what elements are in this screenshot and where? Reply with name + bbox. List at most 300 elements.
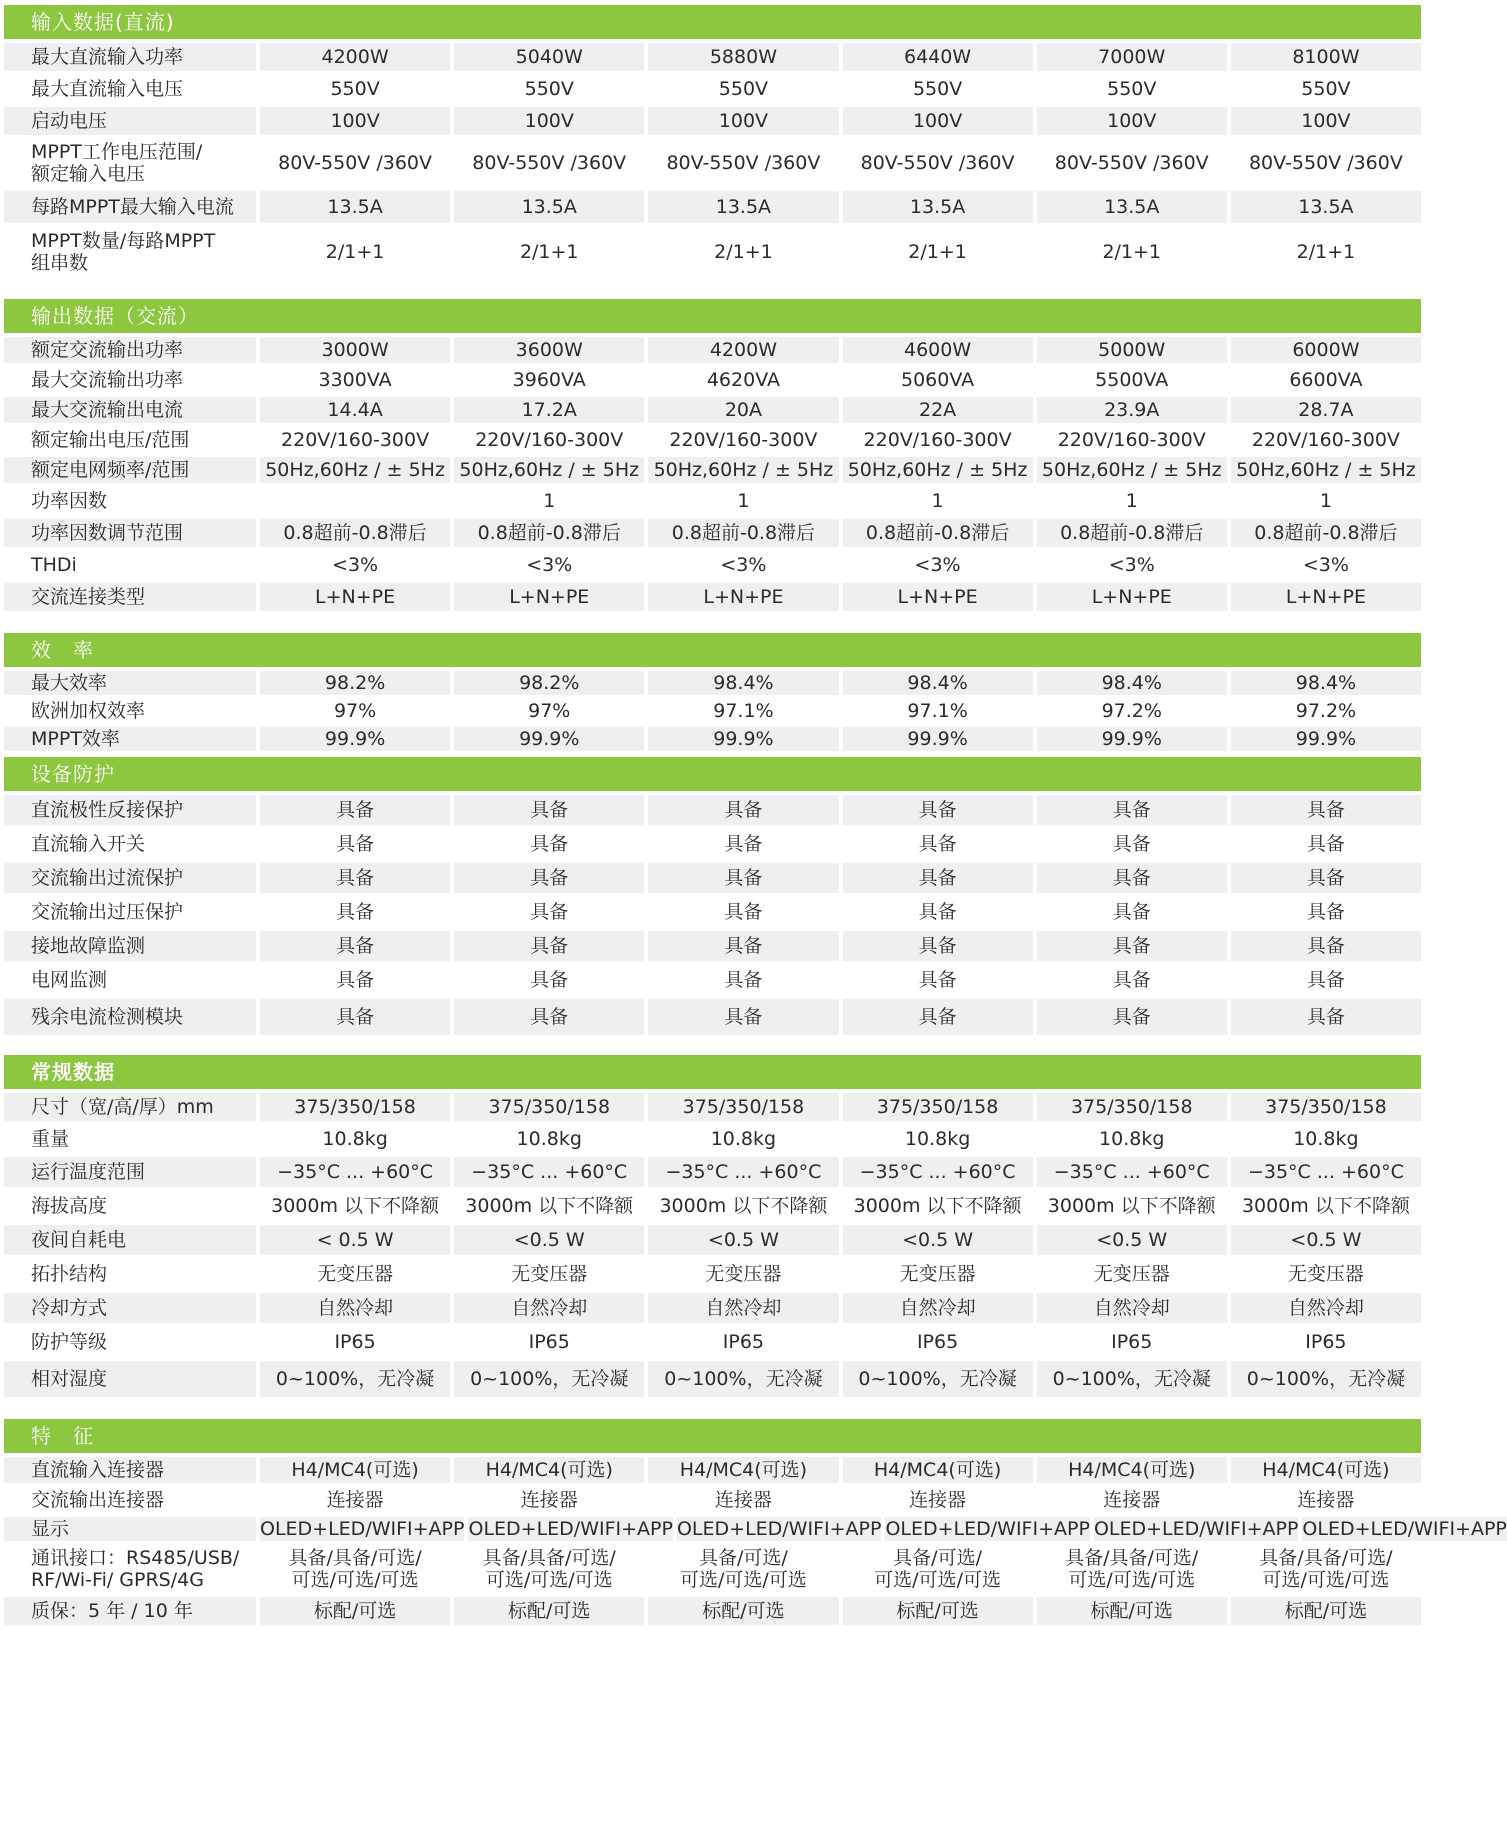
model-2-value: 具备 [454,795,644,825]
model-2-value: 3000m 以下不降额 [454,1191,644,1221]
model-5-value: IP65 [1037,1327,1227,1357]
model-5-value: 具备 [1037,999,1227,1035]
model-2-value: IP65 [454,1327,644,1357]
model-5-value: 7000W [1037,43,1227,71]
model-4-value: 98.4% [843,671,1033,695]
model-2-value: 具备 [454,931,644,961]
model-6-value: 具备 [1231,999,1421,1035]
row-label: 重量 [4,1125,256,1153]
model-5-value: 50Hz,60Hz / ± 5Hz [1037,457,1227,483]
model-6-value: 无变压器 [1231,1259,1421,1289]
section-header: 常规数据 [4,1055,1421,1089]
table-row [4,191,1421,223]
table-row [4,519,1421,547]
model-2-value: L+N+PE [454,583,644,611]
row-label: 残余电流检测模块 [4,999,256,1035]
model-1-value: H4/MC4(可选) [260,1457,450,1483]
model-3-value: 具备 [648,897,838,927]
model-1-value: 具备 [260,829,450,859]
model-6-value: 0.8超前-0.8滞后 [1231,519,1421,547]
section-header: 设备防护 [4,757,1421,791]
model-6-value: 220V/160-300V [1231,427,1421,453]
model-1-value: 99.9% [260,727,450,751]
model-1-value: 4200W [260,43,450,71]
model-2-value: 550V [454,75,644,103]
model-2-value: 具备 [454,897,644,927]
table-row [4,1517,1507,1541]
model-4-value: 具备 [843,863,1033,893]
model-2-value: H4/MC4(可选) [454,1457,644,1483]
table-row [4,367,1421,393]
model-3-value: 4620VA [648,367,838,393]
model-6-value: 2/1+1 [1231,227,1421,277]
model-6-value: 0~100%，无冷凝 [1231,1361,1421,1397]
table-row [4,1093,1421,1121]
row-label: 额定电网频率/范围 [4,457,256,483]
row-label: 直流极性反接保护 [4,795,256,825]
model-6-value: 具备/具备/可选/ 可选/可选/可选 [1231,1545,1421,1593]
row-label: MPPT工作电压范围/ 额定输入电压 [4,139,256,187]
table-row [4,897,1421,927]
model-2-value: 3960VA [454,367,644,393]
table-row [4,795,1421,825]
section-spacer [4,1035,1421,1055]
model-4-value: 4600W [843,337,1033,363]
model-2-value: 97% [454,699,644,723]
model-6-value: L+N+PE [1231,583,1421,611]
model-3-value: 99.9% [648,727,838,751]
model-6-value: 连接器 [1231,1487,1421,1513]
model-5-value: 具备 [1037,863,1227,893]
model-4-value: L+N+PE [843,583,1033,611]
model-4-value: 具备 [843,999,1033,1035]
model-3-value: 具备/可选/ 可选/可选/可选 [648,1545,838,1593]
model-1-value: 具备 [260,795,450,825]
model-6-value: 10.8kg [1231,1125,1421,1153]
section-header: 输入数据(直流) [4,5,1421,39]
model-4-value: 具备/可选/ 可选/可选/可选 [843,1545,1033,1593]
model-1-value: 0~100%，无冷凝 [260,1361,450,1397]
model-1-value: 具备 [260,863,450,893]
row-label: 显示 [4,1517,256,1541]
model-1-value: 10.8kg [260,1125,450,1153]
model-3-value: OLED+LED/WIFI+APP [676,1518,882,1540]
model-1-value: 具备 [260,897,450,927]
section-header: 效 率 [4,633,1421,667]
model-1-value: 3300VA [260,367,450,393]
table-row [4,1327,1421,1357]
model-1-value [260,487,450,515]
model-3-value: 80V-550V /360V [648,139,838,187]
table-row [4,931,1421,961]
model-5-value: 220V/160-300V [1037,427,1227,453]
table-row [4,829,1421,859]
model-3-value: 标配/可选 [648,1597,838,1625]
model-3-value: L+N+PE [648,583,838,611]
model-4-value: 具备 [843,931,1033,961]
model-2-value: 连接器 [454,1487,644,1513]
model-5-value: 98.4% [1037,671,1227,695]
model-5-value: 0.8超前-0.8滞后 [1037,519,1227,547]
row-label: 接地故障监测 [4,931,256,961]
model-6-value: 13.5A [1231,191,1421,223]
model-4-value: 100V [843,107,1033,135]
model-4-value: 连接器 [843,1487,1033,1513]
row-label: 交流输出过压保护 [4,897,256,927]
model-6-value: <3% [1231,551,1421,579]
table-row [4,397,1421,423]
table-row [4,1293,1421,1323]
model-3-value: 550V [648,75,838,103]
model-4-value: OLED+LED/WIFI+APP [885,1518,1090,1540]
model-1-value: 0.8超前-0.8滞后 [260,519,450,547]
row-label: 最大直流输入功率 [4,43,256,71]
model-6-value: 1 [1231,487,1421,515]
model-4-value: 具备 [843,829,1033,859]
model-2-value: −35°C ... +60°C [454,1157,644,1187]
model-1-value: IP65 [260,1327,450,1357]
table-row [4,487,1421,515]
model-6-value: 100V [1231,107,1421,135]
model-6-value: 375/350/158 [1231,1093,1421,1121]
model-5-value: 连接器 [1037,1487,1227,1513]
model-5-value: 标配/可选 [1037,1597,1227,1625]
row-label: 海拔高度 [4,1191,256,1221]
model-5-value: 10.8kg [1037,1125,1227,1153]
model-2-value: 220V/160-300V [454,427,644,453]
model-6-value: 具备 [1231,863,1421,893]
table-row [4,457,1421,483]
model-6-value: 550V [1231,75,1421,103]
model-6-value: 6000W [1231,337,1421,363]
model-4-value: 80V-550V /360V [843,139,1033,187]
row-label: 交流连接类型 [4,583,256,611]
table-row [4,1597,1421,1625]
model-1-value: 具备 [260,999,450,1035]
table-row [4,1259,1421,1289]
row-label: 相对湿度 [4,1361,256,1397]
model-2-value: 0.8超前-0.8滞后 [454,519,644,547]
row-label: 直流输入连接器 [4,1457,256,1483]
model-5-value: 具备 [1037,965,1227,995]
model-3-value: 具备 [648,863,838,893]
model-3-value: 2/1+1 [648,227,838,277]
model-3-value: 无变压器 [648,1259,838,1289]
row-label: 最大直流输入电压 [4,75,256,103]
model-3-value: H4/MC4(可选) [648,1457,838,1483]
model-5-value: 13.5A [1037,191,1227,223]
model-6-value: 80V-550V /360V [1231,139,1421,187]
row-label: 最大效率 [4,671,256,695]
model-4-value: 99.9% [843,727,1033,751]
model-1-value: L+N+PE [260,583,450,611]
model-6-value: OLED+LED/WIFI+APP [1302,1518,1507,1540]
model-6-value: −35°C ... +60°C [1231,1157,1421,1187]
model-5-value: 1 [1037,487,1227,515]
model-2-value: 自然冷却 [454,1293,644,1323]
model-4-value: 自然冷却 [843,1293,1033,1323]
model-3-value: 50Hz,60Hz / ± 5Hz [648,457,838,483]
model-2-value: 13.5A [454,191,644,223]
table-row [4,1225,1421,1255]
table-row [4,107,1421,135]
model-6-value: 28.7A [1231,397,1421,423]
model-3-value: 0.8超前-0.8滞后 [648,519,838,547]
model-1-value: 连接器 [260,1487,450,1513]
model-2-value: 5040W [454,43,644,71]
model-6-value: 具备 [1231,965,1421,995]
model-2-value: OLED+LED/WIFI+APP [468,1518,673,1540]
model-6-value: 具备 [1231,829,1421,859]
model-5-value: 99.9% [1037,727,1227,751]
model-3-value: 20A [648,397,838,423]
table-row [4,1157,1421,1187]
model-2-value: 100V [454,107,644,135]
model-1-value: 无变压器 [260,1259,450,1289]
model-1-value: 50Hz,60Hz / ± 5Hz [260,457,450,483]
model-6-value: <0.5 W [1231,1225,1421,1255]
table-row [4,1125,1421,1153]
row-label: 尺寸（宽/高/厚）mm [4,1093,256,1121]
table-row [4,427,1421,453]
row-label: 夜间自耗电 [4,1225,256,1255]
table-row [4,863,1421,893]
model-5-value: 97.2% [1037,699,1227,723]
model-3-value: <3% [648,551,838,579]
model-5-value: OLED+LED/WIFI+APP [1093,1518,1299,1540]
table-row [4,1457,1421,1483]
model-5-value: H4/MC4(可选) [1037,1457,1227,1483]
row-label: THDi [4,551,256,579]
table-row [4,999,1421,1035]
row-label: 防护等级 [4,1327,256,1357]
table-row [4,671,1421,695]
model-6-value: 99.9% [1231,727,1421,751]
model-1-value: 3000W [260,337,450,363]
section-header: 特 征 [4,1419,1421,1453]
model-1-value: 98.2% [260,671,450,695]
model-5-value: 5500VA [1037,367,1227,393]
row-label: 运行温度范围 [4,1157,256,1187]
model-6-value: 具备 [1231,931,1421,961]
model-4-value: H4/MC4(可选) [843,1457,1033,1483]
row-label: MPPT效率 [4,727,256,751]
model-4-value: 具备 [843,965,1033,995]
model-5-value: <0.5 W [1037,1225,1227,1255]
section-spacer [4,1397,1421,1419]
model-4-value: 标配/可选 [843,1597,1033,1625]
section-spacer [4,611,1421,633]
model-4-value: 具备 [843,795,1033,825]
model-2-value: 3600W [454,337,644,363]
model-5-value: 自然冷却 [1037,1293,1227,1323]
model-2-value: 10.8kg [454,1125,644,1153]
model-5-value: 具备/具备/可选/ 可选/可选/可选 [1037,1545,1227,1593]
model-1-value: −35°C ... +60°C [260,1157,450,1187]
model-2-value: 99.9% [454,727,644,751]
model-2-value: 2/1+1 [454,227,644,277]
model-5-value: 无变压器 [1037,1259,1227,1289]
model-6-value: 标配/可选 [1231,1597,1421,1625]
model-1-value: <3% [260,551,450,579]
model-1-value: 100V [260,107,450,135]
model-2-value: 无变压器 [454,1259,644,1289]
row-label: 直流输入开关 [4,829,256,859]
model-1-value: 具备/具备/可选/ 可选/可选/可选 [260,1545,450,1593]
table-row [4,727,1421,751]
spec-sheet [4,5,1507,1625]
model-1-value: 13.5A [260,191,450,223]
model-3-value: 连接器 [648,1487,838,1513]
row-label: 功率因数调节范围 [4,519,256,547]
model-4-value: 0~100%，无冷凝 [843,1361,1033,1397]
model-5-value: 0~100%，无冷凝 [1037,1361,1227,1397]
row-label: 功率因数 [4,487,256,515]
row-label: 欧洲加权效率 [4,699,256,723]
model-6-value: 98.4% [1231,671,1421,695]
model-3-value: 自然冷却 [648,1293,838,1323]
model-2-value: 375/350/158 [454,1093,644,1121]
model-2-value: 标配/可选 [454,1597,644,1625]
model-6-value: 8100W [1231,43,1421,71]
model-3-value: 1 [648,487,838,515]
model-6-value: 50Hz,60Hz / ± 5Hz [1231,457,1421,483]
row-label: 每路MPPT最大输入电流 [4,191,256,223]
model-3-value: <0.5 W [648,1225,838,1255]
model-5-value: 具备 [1037,897,1227,927]
model-6-value: H4/MC4(可选) [1231,1457,1421,1483]
model-1-value: 自然冷却 [260,1293,450,1323]
model-3-value: 97.1% [648,699,838,723]
row-label: 额定输出电压/范围 [4,427,256,453]
model-3-value: 13.5A [648,191,838,223]
model-4-value: 10.8kg [843,1125,1033,1153]
model-2-value: <0.5 W [454,1225,644,1255]
model-2-value: 0~100%，无冷凝 [454,1361,644,1397]
model-4-value: 550V [843,75,1033,103]
model-2-value: 1 [454,487,644,515]
row-label: 交流输出连接器 [4,1487,256,1513]
model-6-value: IP65 [1231,1327,1421,1357]
model-4-value: 220V/160-300V [843,427,1033,453]
table-row [4,551,1421,579]
model-5-value: 2/1+1 [1037,227,1227,277]
model-5-value: L+N+PE [1037,583,1227,611]
model-5-value: 3000m 以下不降额 [1037,1191,1227,1221]
model-3-value: 5880W [648,43,838,71]
model-4-value: 50Hz,60Hz / ± 5Hz [843,457,1033,483]
model-4-value: 375/350/158 [843,1093,1033,1121]
model-4-value: <0.5 W [843,1225,1033,1255]
model-4-value: 6440W [843,43,1033,71]
model-4-value: 13.5A [843,191,1033,223]
table-row [4,583,1421,611]
model-5-value: 550V [1037,75,1227,103]
model-5-value: 具备 [1037,795,1227,825]
model-2-value: 具备 [454,829,644,859]
table-row [4,965,1421,995]
model-5-value: 375/350/158 [1037,1093,1227,1121]
table-row [4,1191,1421,1221]
model-3-value: 220V/160-300V [648,427,838,453]
model-5-value: 100V [1037,107,1227,135]
model-2-value: 17.2A [454,397,644,423]
model-6-value: 具备 [1231,795,1421,825]
model-3-value: 100V [648,107,838,135]
model-1-value: OLED+LED/WIFI+APP [260,1518,465,1540]
model-6-value: 自然冷却 [1231,1293,1421,1323]
model-3-value: 具备 [648,965,838,995]
model-1-value: 具备 [260,931,450,961]
table-row [4,1487,1421,1513]
model-6-value: 具备 [1231,897,1421,927]
table-row [4,337,1421,363]
model-6-value: 97.2% [1231,699,1421,723]
table-row [4,699,1421,723]
model-4-value: <3% [843,551,1033,579]
model-5-value: 具备 [1037,829,1227,859]
model-5-value: 具备 [1037,931,1227,961]
model-2-value: 具备 [454,999,644,1035]
model-1-value: 80V-550V /360V [260,139,450,187]
table-row [4,75,1421,103]
section-header: 输出数据（交流） [4,299,1421,333]
model-4-value: 无变压器 [843,1259,1033,1289]
model-2-value: 具备 [454,863,644,893]
model-3-value: 具备 [648,829,838,859]
section-spacer [4,277,1421,299]
row-label: 交流输出过流保护 [4,863,256,893]
model-4-value: 具备 [843,897,1033,927]
model-2-value: 50Hz,60Hz / ± 5Hz [454,457,644,483]
model-4-value: 5060VA [843,367,1033,393]
model-5-value: 80V-550V /360V [1037,139,1227,187]
model-3-value: 375/350/158 [648,1093,838,1121]
row-label: 额定交流输出功率 [4,337,256,363]
row-label: 最大交流输出电流 [4,397,256,423]
row-label: MPPT数量/每路MPPT 组串数 [4,227,256,277]
model-1-value: 550V [260,75,450,103]
model-3-value: −35°C ... +60°C [648,1157,838,1187]
model-1-value: 375/350/158 [260,1093,450,1121]
table-row [4,1545,1421,1593]
model-4-value: 2/1+1 [843,227,1033,277]
model-5-value: <3% [1037,551,1227,579]
model-1-value: 具备 [260,965,450,995]
table-row [4,1361,1421,1397]
model-4-value: 97.1% [843,699,1033,723]
model-4-value: IP65 [843,1327,1033,1357]
model-2-value: 具备/具备/可选/ 可选/可选/可选 [454,1545,644,1593]
model-4-value: 0.8超前-0.8滞后 [843,519,1033,547]
row-label: 电网监测 [4,965,256,995]
model-3-value: 0~100%，无冷凝 [648,1361,838,1397]
table-row [4,43,1421,71]
model-1-value: 3000m 以下不降额 [260,1191,450,1221]
model-1-value: 标配/可选 [260,1597,450,1625]
model-1-value: 14.4A [260,397,450,423]
model-4-value: 22A [843,397,1033,423]
model-3-value: 10.8kg [648,1125,838,1153]
model-5-value: 5000W [1037,337,1227,363]
model-3-value: 具备 [648,999,838,1035]
row-label: 冷却方式 [4,1293,256,1323]
row-label: 通讯接口：RS485/USB/ RF/Wi-Fi/ GPRS/4G [4,1545,256,1593]
row-label: 最大交流输出功率 [4,367,256,393]
model-6-value: 3000m 以下不降额 [1231,1191,1421,1221]
row-label: 启动电压 [4,107,256,135]
model-3-value: 4200W [648,337,838,363]
